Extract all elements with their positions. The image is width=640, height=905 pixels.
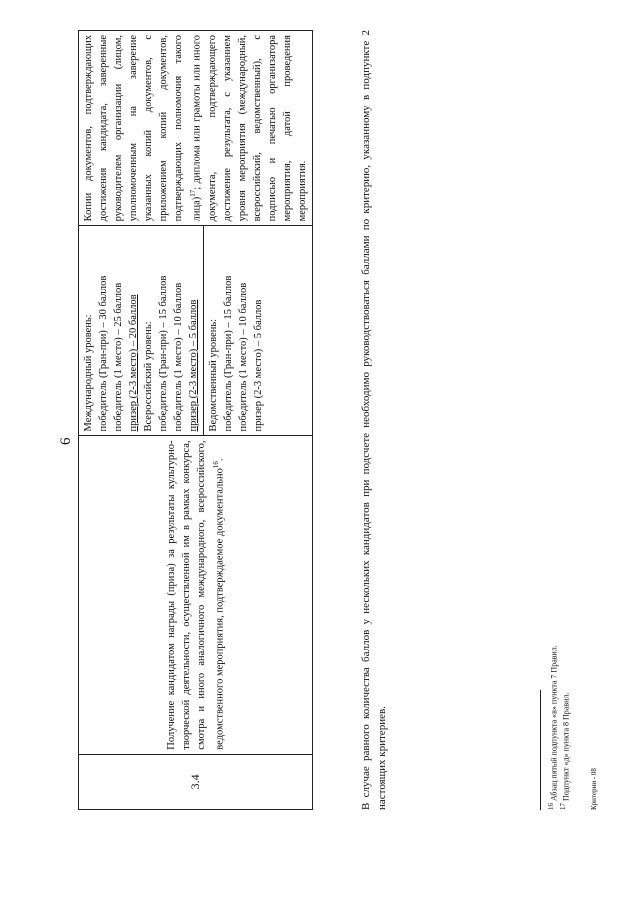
departmental-level: Ведомственный уровень: победитель (Гран-при) – 15 баллов победитель (1 место) – 10 баллов призер (2-3 место) – 5 баллов	[203, 226, 268, 435]
criterion-name: Получение кандидатом награды (приза) за результаты культурно-творческой деятельности, осуществленной им в рамках конкурса, смотра и иного аналогичного международного, всероссийского, ведомственного мероприятия, подтверждаемое документально$^{16}$.	[79, 436, 313, 754]
footnote-divider	[540, 690, 541, 810]
international-level: Международный уровень: победитель (Гран-при) – 30 баллов победитель (1 место) – 25 баллов призер (2-3 место) – 20 баллов Всероссийский уровень: победитель (Гран-при) – 15 баллов победитель (1 место) – 10 баллов призер (2-3 место) – 5 баллов	[79, 226, 203, 435]
criterion-number: 3.4	[79, 754, 313, 809]
page-number: 6	[58, 437, 74, 445]
footnote-16: $^{16}$ Абзац пятый подпункта «в» пункта 7 Правил.	[547, 645, 559, 810]
points-cell	[79, 226, 313, 436]
footnote-ref-17: 17	[189, 189, 197, 197]
footnote-ref-16: 16	[211, 461, 220, 469]
document-code: Критерии - 08	[590, 768, 598, 810]
table-row	[79, 31, 313, 810]
criteria-table	[78, 30, 313, 810]
national-level-title: Всероссийский уровень:	[143, 321, 154, 432]
tie-break-note: В случае равного количества баллов у нескольких кандидатов при подсчете необходимо руководствоваться баллами по критерию, указанному в подпункте 2 настоящих критериев.	[360, 30, 388, 810]
documents-cell: Копии документов, подтверждающих достижения кандидата, заверенные руководителем организации (лицом, уполномоченным на заверение указанных копий документов, с приложением копий документов, подтверждающих полномочия такого лица)$^{17}$; диплома или грамоты или иного документа, подтверждающего достижение результата, с указанием уровня мероприятия (международный, всероссийский, ведомственный), с подписью и печатью организатора мероприятия, датой проведения мероприятия.	[79, 31, 313, 226]
footnote-17: $^{17}$ Подпункт «д» пункта 8 Правил.	[559, 692, 571, 810]
